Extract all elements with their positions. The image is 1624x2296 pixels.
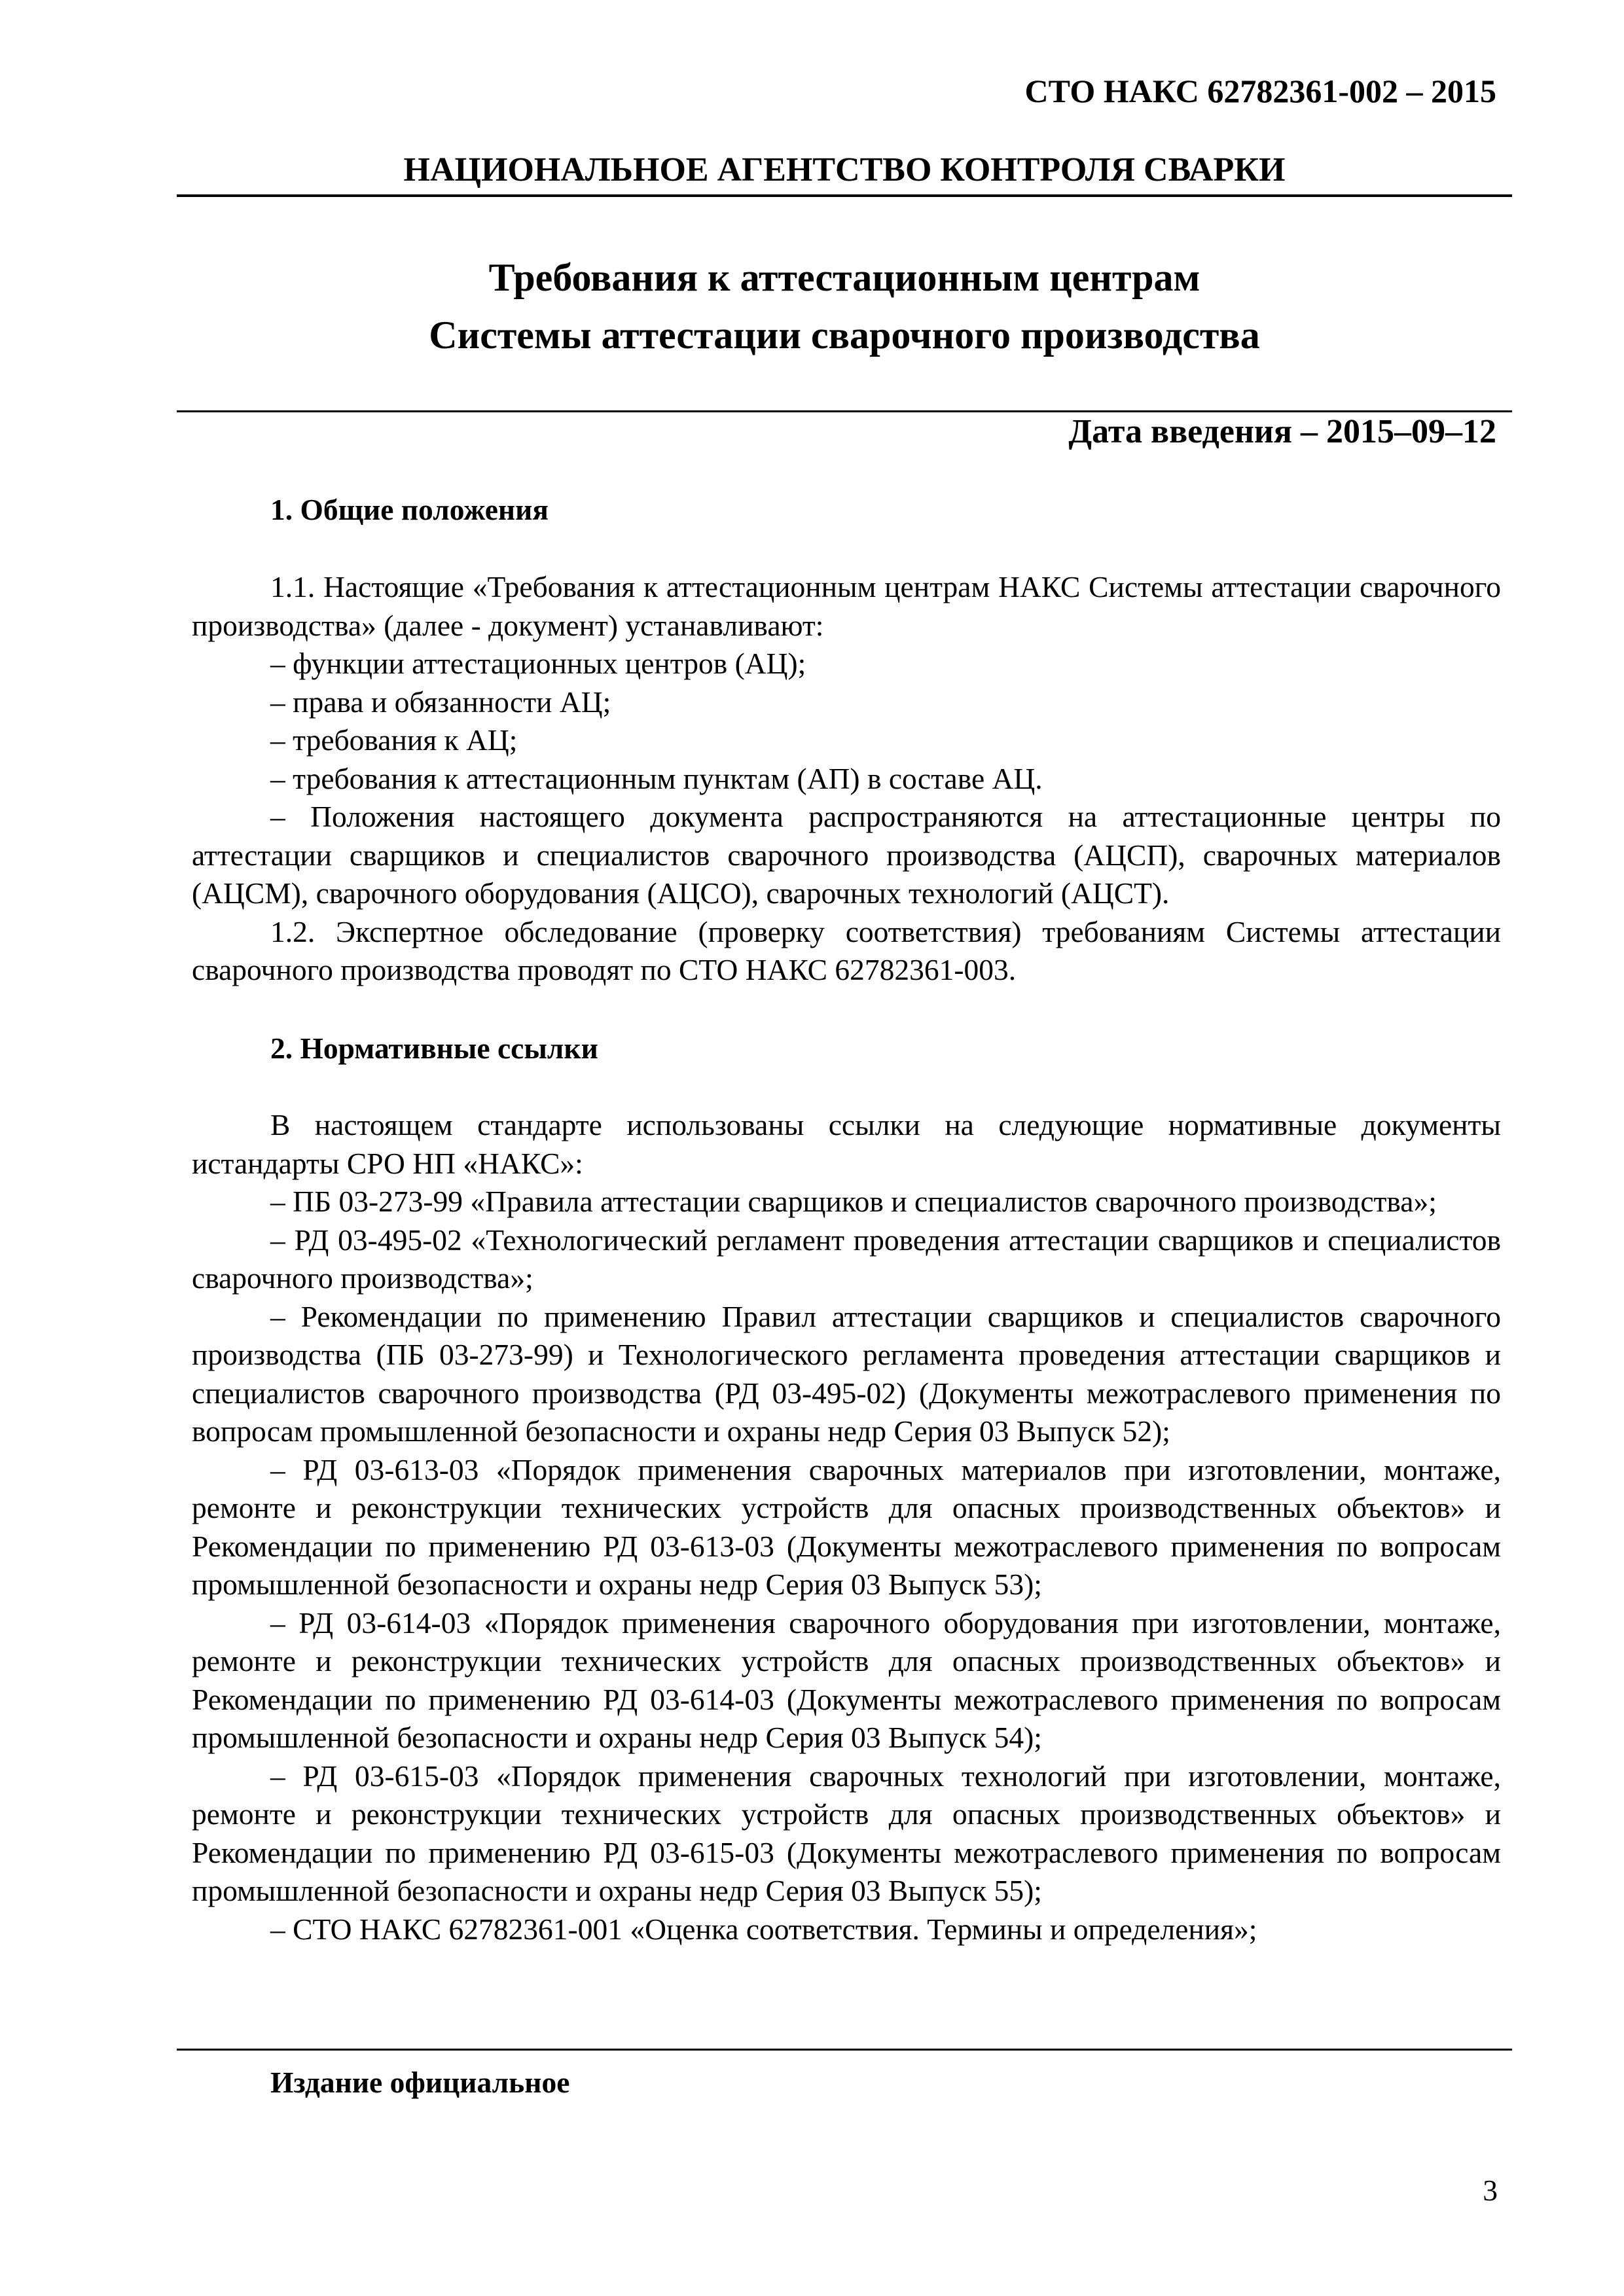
section-2-body	[192, 1106, 1501, 1948]
standard-code: СТО НАКС 62782361-002 – 2015	[1024, 73, 1496, 109]
reference-item: – РД 03-614-03 «Порядок применения сварочного оборудования при изготовлении, монтаже, ремонте и реконструкции технических устройств для опасных производственных объектов» и Рекомендации по применению РД 03-614-03 (Документы межотраслевого применения по вопросам промышленной безопасности и охраны недр Серия 03 Выпуск 54);	[192, 1605, 1501, 1754]
section-1	[192, 491, 1501, 529]
title-line-1: Требования к аттестационным центрам	[488, 256, 1200, 299]
section-2	[192, 1030, 1501, 1068]
paragraph-1-1: 1.1. Настоящие «Требования к аттестационным центрам НАКС Системы аттестации сварочного производства» (далее - документ) устанавливают:	[192, 570, 1501, 642]
references-intro: В настоящем стандарте использованы ссылки на следующие нормативные документы истандарты СРО НП «НАКС»:	[192, 1108, 1501, 1180]
list-item: – права и обязанности АЦ;	[270, 685, 611, 719]
reference-item: – РД 03-613-03 «Порядок применения сварочных материалов при изготовлении, монтаже, ремонте и реконструкции технических устройств для опасных производственных объектов» и Рекомендации по применению РД 03-613-03 (Документы межотраслевого применения по вопросам промышленной безопасности и охраны недр Серия 03 Выпуск 53);	[192, 1452, 1501, 1601]
footer-rule	[177, 2049, 1512, 2051]
official-edition-label: Издание официальное	[270, 2066, 570, 2099]
reference-item: – РД 03-615-03 «Порядок применения сварочных технологий при изготовлении, монтаже, ремонте и реконструкции технических устройств для опасных производственных объектов» и Рекомендации по применению РД 03-615-03 (Документы межотраслевого применения по вопросам промышленной безопасности и охраны недр Серия 03 Выпуск 55);	[192, 1759, 1501, 1907]
list-item: – требования к АЦ;	[270, 723, 518, 757]
paragraph-1-2: 1.2. Экспертное обследование (проверку соответствия) требованиям Системы аттестации сварочного производства проводят по СТО НАКС 62782361-003.	[192, 914, 1501, 986]
list-item: – требования к аттестационным пунктам (АП) в составе АЦ.	[270, 761, 1043, 795]
title-line-2: Системы аттестации сварочного производства	[429, 314, 1260, 357]
paragraph-scope: – Положения настоящего документа распространяются на аттестационные центры по аттестации сварщиков и специалистов сварочного производства (АЦСП), сварочных материалов (АЦСМ), сварочного оборудования (АЦСО), сварочных технологий (АЦСТ).	[192, 800, 1501, 910]
introduction-date: Дата введения – 2015–09–12	[1068, 413, 1496, 450]
reference-item: – ПБ 03-273-99 «Правила аттестации сварщиков и специалистов сварочного производства»;	[270, 1185, 1437, 1218]
reference-item: – Рекомендации по применению Правил аттестации сварщиков и специалистов сварочного производства (ПБ 03-273-99) и Технологического регламента проведения аттестации сварщиков и специалистов сварочного производства (РД 03-495-02) (Документы межотраслевого применения по вопросам промышленной безопасности и охраны недр Серия 03 Выпуск 52);	[192, 1299, 1501, 1448]
agency-name: НАЦИОНАЛЬНОЕ АГЕНТСТВО КОНТРОЛЯ СВАРКИ	[403, 151, 1286, 188]
list-item: – функции аттестационных центров (АЦ);	[270, 647, 806, 680]
reference-item: – РД 03-495-02 «Технологический регламент проведения аттестации сварщиков и специалистов сварочного производства»;	[192, 1223, 1501, 1295]
section-2-heading: 2. Нормативные ссылки	[270, 1031, 598, 1065]
document-title	[177, 249, 1512, 364]
header-rule	[177, 194, 1512, 197]
section-1-body	[192, 568, 1501, 990]
reference-item: – СТО НАКС 62782361-001 «Оценка соответствия. Термины и определения»;	[270, 1912, 1257, 1946]
page-number: 3	[1483, 2174, 1498, 2207]
section-1-heading: 1. Общие положения	[270, 493, 549, 526]
